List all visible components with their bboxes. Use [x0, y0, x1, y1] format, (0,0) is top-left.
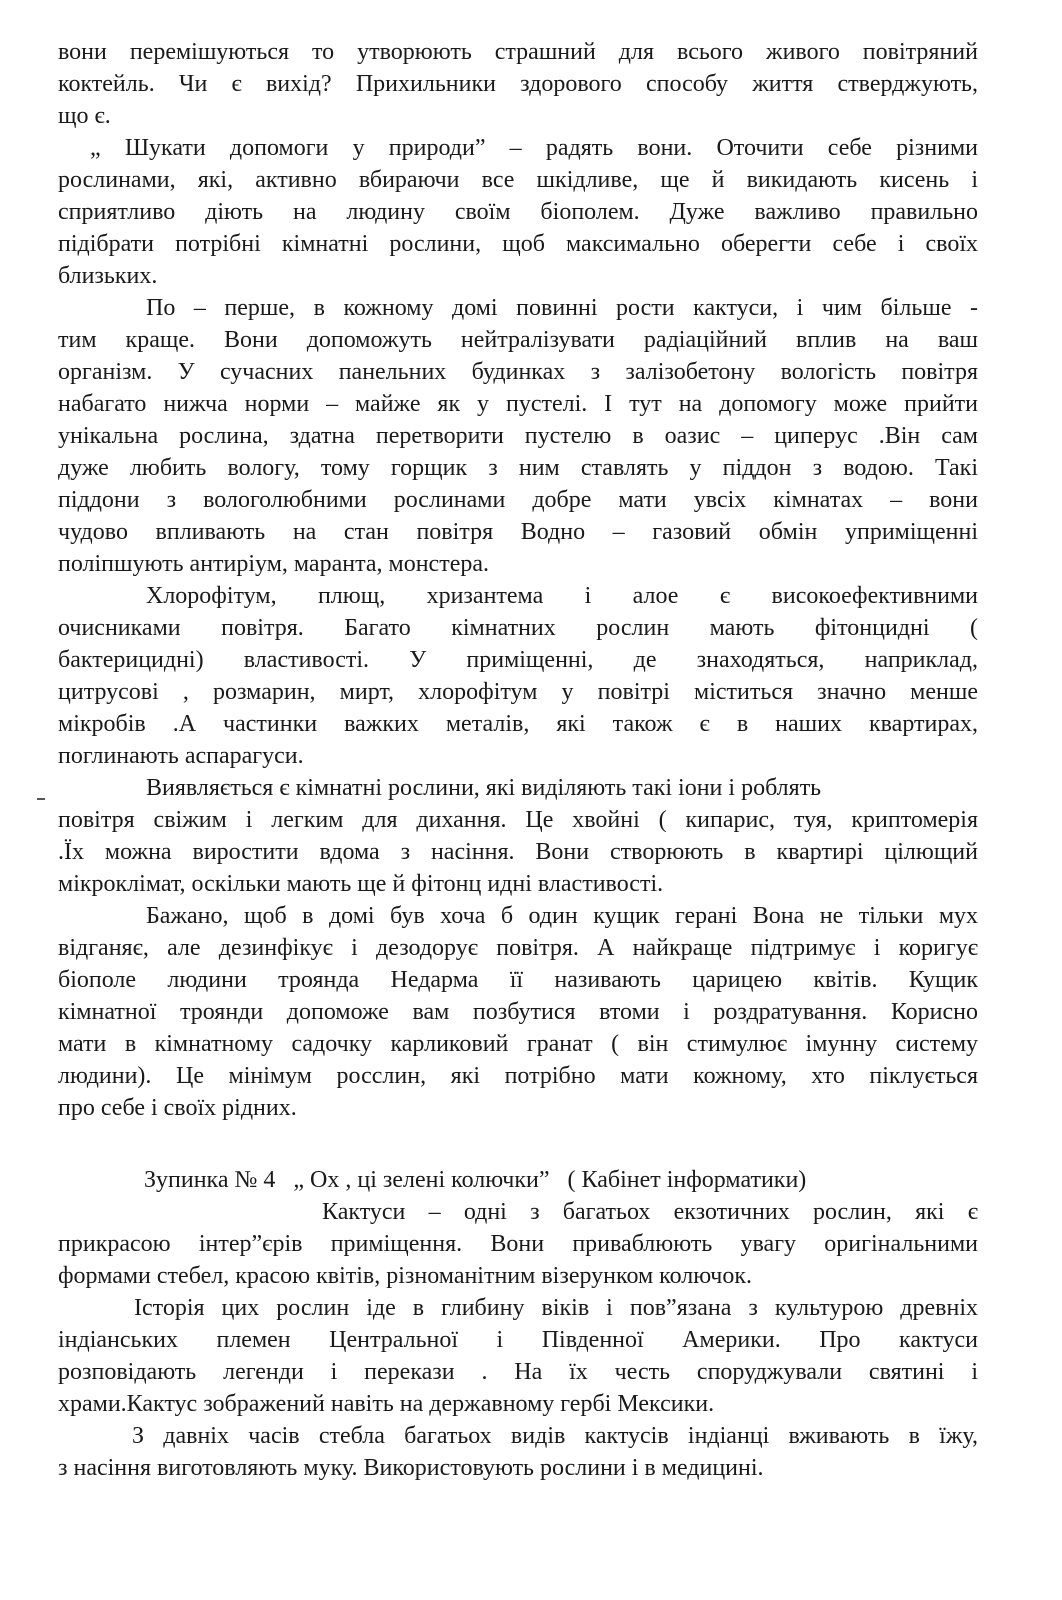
paragraph: [58, 900, 978, 1124]
text-line: про себе і своїх рідних.: [58, 1095, 297, 1121]
text-line: цитрусові , розмарин, мирт, хлорофітум у повітрі міститься значно менше: [58, 679, 978, 705]
text-line: сприятливо діють на людину своїм біополем. Дуже важливо правильно: [58, 199, 978, 225]
text-line: підібрати потрібні кімнатні рослини, щоб максимально оберегти себе і своїх: [58, 231, 978, 257]
text-line: унікальна рослина, здатна перетворити пустелю в оазис – циперус .Він сам: [58, 423, 978, 449]
paragraph: [58, 1420, 978, 1484]
document-page: [58, 36, 978, 1484]
text-line: тим краще. Вони допоможуть нейтралізувати радіаційний вплив на ваш: [58, 327, 978, 353]
text-line: очисниками повітря. Багато кімнатних рослин мають фітонцидні (: [58, 615, 978, 641]
body-text-part-1: [58, 36, 978, 1124]
scan-mark: [37, 798, 45, 800]
body-text-part-2: [58, 1196, 978, 1484]
text-line: чудово впливають на стан повітря Водно – газовий обмін уприміщенні: [58, 519, 978, 545]
text-line: Хлорофітум, плющ, хризантема і алое є високоефективними: [146, 583, 978, 609]
text-line: поглинають аспарагуси.: [58, 743, 304, 769]
text-line: організм. У сучасних панельних будинках з залізобетону вологість повітря: [58, 359, 978, 385]
paragraph: [58, 1196, 978, 1292]
text-line: вони перемішуються то утворюють страшний для всього живого повітряний: [58, 39, 978, 65]
text-line: піддони з вологолюбними рослинами добре мати увсіх кімнатах – вони: [58, 487, 978, 513]
text-line: рослинами, які, активно вбираючи все шкідливе, ще й викидають кисень і: [58, 167, 978, 193]
text-line: біополе людини троянда Недарма її називають царицею квітів. Кущик: [58, 967, 978, 993]
paragraph: [58, 772, 978, 900]
text-line: З давніх часів стебла багатьох видів кактусів індіанці вживають в їжу,: [132, 1423, 978, 1449]
paragraph: [58, 36, 978, 132]
paragraph: [58, 132, 978, 292]
text-line: людини). Це мінімум росслин, які потрібно мати кожному, хто піклується: [58, 1063, 978, 1089]
text-line: дуже любить вологу, тому горщик з ним ставлять у піддон з водою. Такі: [58, 455, 978, 481]
text-line: бактерицидні) властивості. У приміщенні, де знаходяться, наприклад,: [58, 647, 978, 673]
text-line: індіанських племен Центральної і Південної Америки. Про кактуси: [58, 1327, 978, 1353]
text-line: .Їх можна виростити вдома з насіння. Вони створюють в квартирі цілющий: [58, 839, 978, 865]
text-line: повітря свіжим і легким для дихання. Це хвойні ( кипарис, туя, криптомерія: [58, 807, 978, 833]
text-line: По – перше, в кожному домі повинні рости кактуси, і чим більше -: [146, 295, 978, 321]
stop-heading: Зупинка № 4 „ Ох , ці зелені колючки” ( Кабінет інформатики): [144, 1167, 807, 1193]
text-line: з насіння виготовляють муку. Використовують рослини і в медицині.: [58, 1455, 764, 1481]
text-line: Кактуси – одні з багатьох екзотичних рослин, які є: [322, 1199, 978, 1225]
text-line: прикрасою інтер”єрів приміщення. Вони приваблюють увагу оригінальними: [58, 1231, 978, 1257]
text-line: поліпшують антиріум, маранта, монстера.: [58, 551, 489, 577]
paragraph: [58, 1292, 978, 1420]
text-line: розповідають легенди і перекази . На їх честь споруджували святині і: [58, 1359, 978, 1385]
text-line: мікроклімат, оскільки мають ще й фітонц идні властивості.: [58, 871, 664, 897]
text-line: мати в кімнатному садочку карликовий гранат ( він стимулює імунну систему: [58, 1031, 978, 1057]
text-line: набагато нижча норми – майже як у пустелі. І тут на допомогу може прийти: [58, 391, 978, 417]
text-line: Виявляється є кімнатні рослини, які виділяють такі іони і роблять: [146, 775, 822, 801]
text-line: відганяє, але дезинфікує і дезодорує повітря. А найкраще підтримує і коригує: [58, 935, 978, 961]
text-line: кімнатної троянди допоможе вам позбутися втоми і роздратування. Корисно: [58, 999, 978, 1025]
text-line: „ Шукати допомоги у природи” – радять вони. Оточити себе різними: [90, 135, 978, 161]
text-line: коктейль. Чи є вихід? Прихильники здорового способу життя стверджують,: [58, 71, 978, 97]
section-gap: [58, 1124, 978, 1164]
text-line: що є.: [58, 103, 111, 129]
paragraph: [58, 580, 978, 772]
text-line: формами стебел, красою квітів, різноманітним візерунком колючок.: [58, 1263, 753, 1289]
paragraph: [58, 292, 978, 580]
text-line: мікробів .А частинки важких металів, які також є в наших квартирах,: [58, 711, 978, 737]
text-line: храми.Кактус зображений навіть на державному гербі Мексики.: [58, 1391, 715, 1417]
text-line: Бажано, щоб в домі був хоча б один кущик герані Вона не тільки мух: [146, 903, 978, 929]
text-line: Історія цих рослин іде в глибину віків і пов”язана з культурою древніх: [134, 1295, 978, 1321]
text-line: близьких.: [58, 263, 158, 289]
